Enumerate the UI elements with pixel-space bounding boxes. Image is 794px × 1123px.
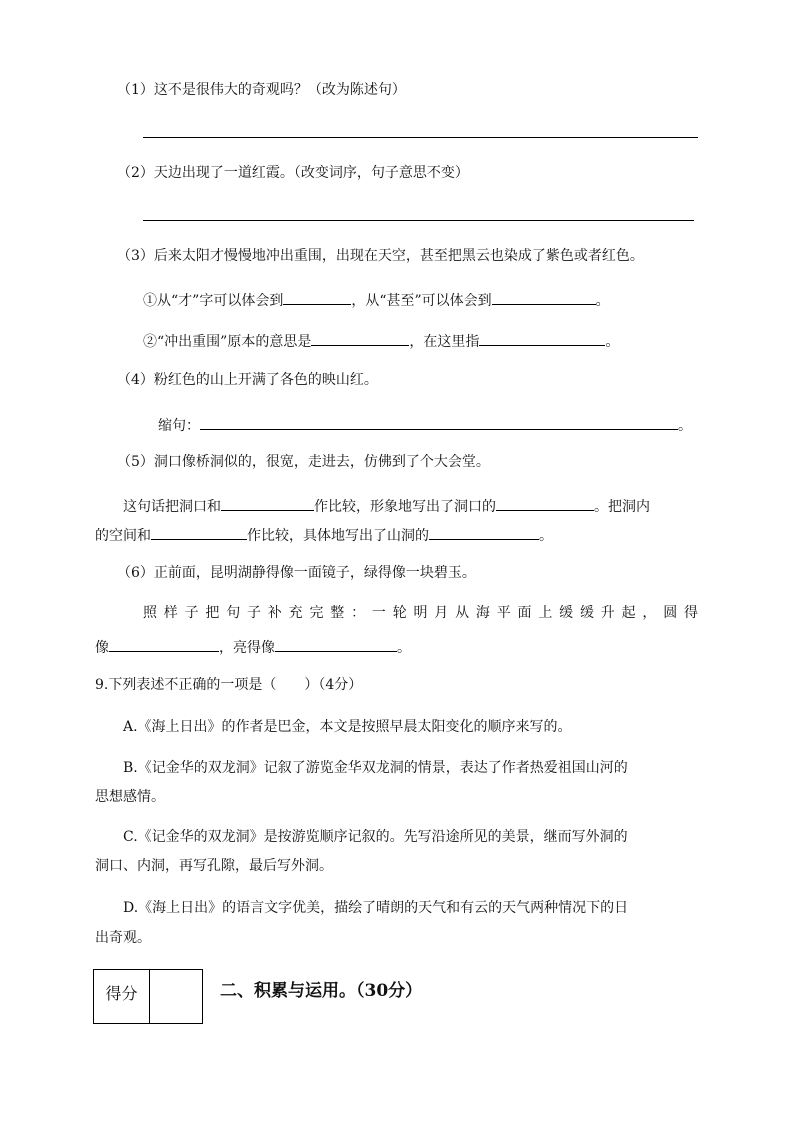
- sub1-middle: ，从“甚至”可以体会到: [351, 293, 492, 309]
- section-2-title: 二、积累与运用。（30分）: [220, 981, 423, 1001]
- question-6-instruction: 照样子把句子补充完整：一轮明月从海平面上缓缓升起，圆得: [143, 605, 698, 621]
- blank-q6-2[interactable]: [275, 635, 397, 652]
- question-3-sub1: [143, 288, 610, 311]
- blank-q4[interactable]: [200, 413, 678, 430]
- question-6-line2: [95, 635, 411, 658]
- question-3-text: （3）后来太阳才慢慢地冲出重围，出现在天空，甚至把黑云也染成了紫色或者红色。: [117, 248, 644, 264]
- blank-q3-1[interactable]: [283, 288, 351, 305]
- q5-l1-middle: 作比较，形象地写出了洞口的: [314, 499, 496, 515]
- sub2-prefix: ②“冲出重围”原本的意思是: [143, 334, 312, 350]
- blank-q3-4[interactable]: [479, 329, 605, 346]
- q5-l2-end: 。: [539, 528, 553, 544]
- blank-q5-1[interactable]: [221, 494, 314, 511]
- blank-q5-2[interactable]: [496, 494, 594, 511]
- q5-l1-prefix: 这句话把洞口和: [123, 499, 221, 515]
- question-5-line1: [123, 494, 650, 517]
- question-1-text: （1）这不是很伟大的奇观吗？（改为陈述句）: [117, 82, 406, 98]
- option-b-line1[interactable]: B.《记金华的双龙洞》记叙了游览金华双龙洞的情景，表达了作者热爱祖国山河的: [123, 760, 628, 776]
- question-9-stem: 9.下列表述不正确的一项是（ ）（4分）: [95, 677, 363, 693]
- sub1-end: 。: [595, 293, 610, 309]
- blank-q5-3[interactable]: [151, 523, 247, 540]
- answer-line-q1[interactable]: [143, 137, 698, 138]
- q4-end: 。: [678, 418, 692, 434]
- sub2-middle: ，在这里指: [409, 334, 480, 350]
- score-label: 得分: [94, 970, 150, 1023]
- question-3-sub2: [143, 329, 619, 352]
- option-b-line2: 思想感情。: [95, 789, 165, 805]
- answer-line-q2[interactable]: [143, 220, 694, 221]
- q5-l2-prefix: 的空间和: [95, 528, 151, 544]
- option-d-line2: 出奇观。: [95, 930, 151, 946]
- blank-q6-1[interactable]: [109, 635, 219, 652]
- q5-l1-end: 。把洞内: [594, 499, 650, 515]
- option-d-line1[interactable]: D.《海上日出》的语言文字优美，描绘了晴朗的天气和有云的天气两种情况下的日: [123, 900, 629, 916]
- score-box: [93, 969, 203, 1024]
- question-2-text: （2）天边出现了一道红霞。（改变词序，句子意思不变）: [117, 165, 469, 181]
- blank-q5-4[interactable]: [429, 523, 539, 540]
- q6-l2-middle: ，亮得像: [219, 640, 275, 656]
- shorten-label: 缩句：: [158, 418, 200, 434]
- blank-q3-2[interactable]: [492, 288, 596, 305]
- q6-l2-end: 。: [397, 640, 411, 656]
- score-input-cell[interactable]: [150, 970, 202, 1023]
- option-a[interactable]: A.《海上日出》的作者是巴金，本文是按照早晨太阳变化的顺序来写的。: [123, 719, 572, 735]
- q5-l2-middle: 作比较，具体地写出了山洞的: [247, 528, 429, 544]
- question-5-line2: [95, 523, 553, 546]
- option-c-line1[interactable]: C.《记金华的双龙洞》是按游览顺序记叙的。先写沿途所见的美景，继而写外洞的: [123, 829, 628, 845]
- blank-q3-3[interactable]: [311, 329, 409, 346]
- q6-l2-prefix: 像: [95, 640, 109, 656]
- sub1-prefix: ①从“才”字可以体会到: [143, 293, 284, 309]
- question-4-text: （4）粉红色的山上开满了各色的映山红。: [117, 372, 378, 388]
- option-c-line2: 洞口、内洞，再写孔隙，最后写外洞。: [95, 858, 333, 874]
- sub2-end: 。: [605, 334, 620, 350]
- question-6-text: （6）正前面，昆明湖静得像一面镜子，绿得像一块碧玉。: [117, 565, 476, 581]
- question-4-answer: [158, 413, 692, 436]
- question-5-text: （5）洞口像桥洞似的，很宽，走进去，仿佛到了个大会堂。: [117, 454, 490, 470]
